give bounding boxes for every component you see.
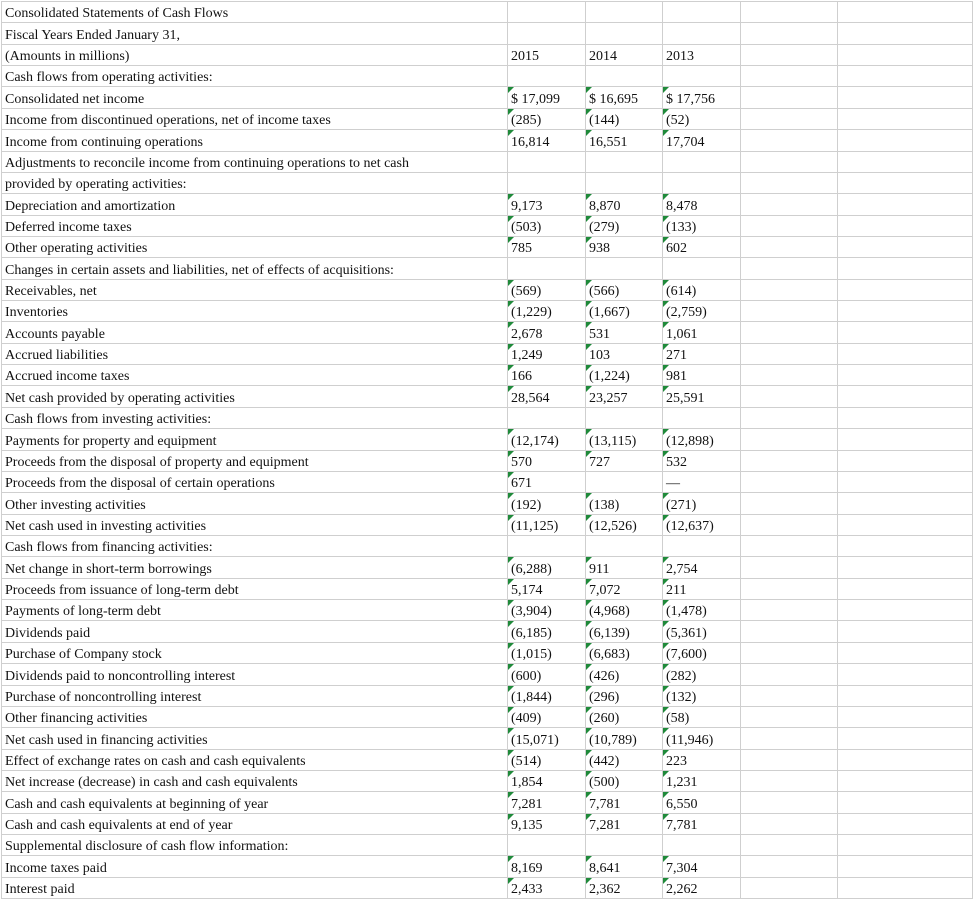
units-label[interactable]: (Amounts in millions) <box>2 44 508 65</box>
value-cell-2014[interactable]: (426) <box>586 664 663 685</box>
empty-cell[interactable] <box>838 877 973 898</box>
row-label[interactable]: Income taxes paid <box>2 856 508 877</box>
value-cell-2013[interactable]: 7,781 <box>663 813 741 834</box>
fiscal-period-label[interactable]: Fiscal Years Ended January 31, <box>2 23 508 44</box>
row-label[interactable]: Cash and cash equivalents at beginning of year <box>2 792 508 813</box>
value-cell-2014[interactable]: 531 <box>586 322 663 343</box>
value-cell-2015[interactable]: (15,071) <box>508 728 586 749</box>
value-cell-2014[interactable] <box>586 66 663 87</box>
year-header-2015[interactable]: 2015 <box>508 44 586 65</box>
value-cell-2013[interactable]: (58) <box>663 706 741 727</box>
value-cell-2013[interactable]: (11,946) <box>663 728 741 749</box>
row-label[interactable]: Accrued income taxes <box>2 365 508 386</box>
empty-cell[interactable] <box>741 728 838 749</box>
row-label[interactable]: Inventories <box>2 301 508 322</box>
value-cell-2014[interactable] <box>586 535 663 556</box>
empty-cell[interactable] <box>741 514 838 535</box>
table-row <box>2 856 973 877</box>
value-cell-2014[interactable]: (279) <box>586 215 663 236</box>
value-cell-2015[interactable]: (600) <box>508 664 586 685</box>
value-cell-2014[interactable]: (260) <box>586 706 663 727</box>
empty-cell[interactable] <box>838 706 973 727</box>
value-cell-2014[interactable]: (6,139) <box>586 621 663 642</box>
row-label[interactable]: Net cash used in investing activities <box>2 514 508 535</box>
value-cell-2015[interactable]: 1,854 <box>508 770 586 791</box>
table-row <box>2 792 973 813</box>
empty-cell[interactable] <box>838 130 973 151</box>
value-cell-2013[interactable]: (282) <box>663 664 741 685</box>
value-cell-2013[interactable] <box>663 535 741 556</box>
value-cell-2014[interactable] <box>586 835 663 856</box>
value-cell-2013[interactable] <box>663 151 741 172</box>
empty-cell[interactable] <box>741 600 838 621</box>
value-cell-2013[interactable]: 1,061 <box>663 322 741 343</box>
period-row <box>2 23 973 44</box>
value-cell-2015[interactable]: 166 <box>508 365 586 386</box>
empty-cell[interactable] <box>838 578 973 599</box>
empty-cell[interactable] <box>838 514 973 535</box>
value-cell-2015[interactable]: 7,281 <box>508 792 586 813</box>
value-cell-2013[interactable]: (614) <box>663 279 741 300</box>
table-row <box>2 557 973 578</box>
empty-cell[interactable] <box>741 108 838 129</box>
empty-cell[interactable] <box>741 87 838 108</box>
value-cell-2015[interactable]: 5,174 <box>508 578 586 599</box>
empty-cell[interactable] <box>838 301 973 322</box>
value-cell-2013[interactable]: — <box>663 471 741 492</box>
value-cell-2013[interactable]: (271) <box>663 493 741 514</box>
value-cell-2013[interactable] <box>663 172 741 193</box>
row-label[interactable]: Cash and cash equivalents at end of year <box>2 813 508 834</box>
value-cell-2015[interactable]: (192) <box>508 493 586 514</box>
value-cell-2013[interactable]: 211 <box>663 578 741 599</box>
value-cell-2013[interactable]: (132) <box>663 685 741 706</box>
value-cell-2013[interactable]: $ 17,756 <box>663 87 741 108</box>
value-cell-2014[interactable]: 7,781 <box>586 792 663 813</box>
value-cell-2015[interactable]: 16,814 <box>508 130 586 151</box>
value-cell-2014[interactable]: 2,362 <box>586 877 663 898</box>
empty-cell[interactable] <box>741 685 838 706</box>
row-label[interactable]: Accounts payable <box>2 322 508 343</box>
table-row <box>2 642 973 663</box>
value-cell-2014[interactable]: 8,870 <box>586 194 663 215</box>
row-label[interactable]: Payments for property and equipment <box>2 429 508 450</box>
empty-cell[interactable] <box>663 2 741 23</box>
value-cell-2014[interactable]: (296) <box>586 685 663 706</box>
table-row <box>2 407 973 428</box>
empty-cell[interactable] <box>741 877 838 898</box>
empty-cell[interactable] <box>838 450 973 471</box>
row-label[interactable]: Net cash provided by operating activities <box>2 386 508 407</box>
empty-cell[interactable] <box>741 23 838 44</box>
empty-cell[interactable] <box>741 365 838 386</box>
value-cell-2015[interactable] <box>508 66 586 87</box>
empty-cell[interactable] <box>838 493 973 514</box>
value-cell-2015[interactable] <box>508 835 586 856</box>
value-cell-2013[interactable]: 7,304 <box>663 856 741 877</box>
empty-cell[interactable] <box>741 578 838 599</box>
empty-cell[interactable] <box>741 279 838 300</box>
value-cell-2015[interactable]: (11,125) <box>508 514 586 535</box>
empty-cell[interactable] <box>838 236 973 257</box>
table-row <box>2 130 973 151</box>
value-cell-2014[interactable]: (138) <box>586 493 663 514</box>
table-row <box>2 578 973 599</box>
table-row <box>2 258 973 279</box>
value-cell-2014[interactable]: (1,224) <box>586 365 663 386</box>
value-cell-2014[interactable]: (4,968) <box>586 600 663 621</box>
table-row <box>2 365 973 386</box>
empty-cell[interactable] <box>741 429 838 450</box>
value-cell-2015[interactable] <box>508 172 586 193</box>
empty-cell[interactable] <box>741 130 838 151</box>
table-row <box>2 728 973 749</box>
row-label[interactable]: Proceeds from the disposal of certain operations <box>2 471 508 492</box>
empty-cell[interactable] <box>741 2 838 23</box>
empty-cell[interactable] <box>741 66 838 87</box>
empty-cell[interactable] <box>838 642 973 663</box>
value-cell-2015[interactable]: (514) <box>508 749 586 770</box>
value-cell-2014[interactable] <box>586 172 663 193</box>
empty-cell[interactable] <box>838 600 973 621</box>
row-label[interactable]: Consolidated net income <box>2 87 508 108</box>
empty-cell[interactable] <box>741 813 838 834</box>
value-cell-2015[interactable]: 2,433 <box>508 877 586 898</box>
table-row <box>2 877 973 898</box>
value-cell-2015[interactable] <box>508 407 586 428</box>
table-row <box>2 322 973 343</box>
empty-cell[interactable] <box>838 2 973 23</box>
empty-cell[interactable] <box>838 685 973 706</box>
empty-cell[interactable] <box>838 429 973 450</box>
value-cell-2015[interactable]: (285) <box>508 108 586 129</box>
table-row <box>2 108 973 129</box>
row-label[interactable]: Net change in short-term borrowings <box>2 557 508 578</box>
row-label[interactable]: Effect of exchange rates on cash and cash equivalents <box>2 749 508 770</box>
row-label[interactable]: Net increase (decrease) in cash and cash equivalents <box>2 770 508 791</box>
empty-cell[interactable] <box>838 792 973 813</box>
value-cell-2015[interactable]: (503) <box>508 215 586 236</box>
value-cell-2014[interactable] <box>586 471 663 492</box>
empty-cell[interactable] <box>838 108 973 129</box>
table-row <box>2 386 973 407</box>
row-label[interactable]: Adjustments to reconcile income from continuing operations to net cash <box>2 151 508 172</box>
value-cell-2013[interactable]: (12,637) <box>663 514 741 535</box>
empty-cell[interactable] <box>741 664 838 685</box>
empty-cell[interactable] <box>741 301 838 322</box>
empty-cell[interactable] <box>741 194 838 215</box>
empty-cell[interactable] <box>741 471 838 492</box>
row-label[interactable]: Cash flows from financing activities: <box>2 535 508 556</box>
table-row <box>2 343 973 364</box>
value-cell-2015[interactable] <box>508 151 586 172</box>
value-cell-2015[interactable]: (1,229) <box>508 301 586 322</box>
value-cell-2013[interactable] <box>663 258 741 279</box>
value-cell-2015[interactable]: 1,249 <box>508 343 586 364</box>
row-label[interactable]: Interest paid <box>2 877 508 898</box>
value-cell-2014[interactable]: (6,683) <box>586 642 663 663</box>
statement-title[interactable]: Consolidated Statements of Cash Flows <box>2 2 508 23</box>
row-label[interactable]: Income from discontinued operations, net of income taxes <box>2 108 508 129</box>
value-cell-2015[interactable]: (3,904) <box>508 600 586 621</box>
table-row <box>2 215 973 236</box>
table-row <box>2 429 973 450</box>
row-label[interactable]: Proceeds from issuance of long-term debt <box>2 578 508 599</box>
value-cell-2014[interactable]: 103 <box>586 343 663 364</box>
empty-cell[interactable] <box>838 66 973 87</box>
value-cell-2015[interactable]: 8,169 <box>508 856 586 877</box>
empty-cell[interactable] <box>508 2 586 23</box>
table-row <box>2 471 973 492</box>
empty-cell[interactable] <box>741 835 838 856</box>
value-cell-2014[interactable]: 911 <box>586 557 663 578</box>
empty-cell[interactable] <box>741 236 838 257</box>
table-row <box>2 749 973 770</box>
table-row <box>2 450 973 471</box>
table-row <box>2 621 973 642</box>
empty-cell[interactable] <box>838 215 973 236</box>
row-label[interactable]: Income from continuing operations <box>2 130 508 151</box>
value-cell-2013[interactable]: 602 <box>663 236 741 257</box>
table-row <box>2 66 973 87</box>
empty-cell[interactable] <box>838 770 973 791</box>
row-label[interactable]: provided by operating activities: <box>2 172 508 193</box>
row-label[interactable]: Deferred income taxes <box>2 215 508 236</box>
empty-cell[interactable] <box>741 343 838 364</box>
empty-cell[interactable] <box>838 172 973 193</box>
value-cell-2013[interactable] <box>663 66 741 87</box>
empty-cell[interactable] <box>741 856 838 877</box>
empty-cell[interactable] <box>838 194 973 215</box>
empty-cell[interactable] <box>838 407 973 428</box>
value-cell-2013[interactable]: (12,898) <box>663 429 741 450</box>
row-label[interactable]: Payments of long-term debt <box>2 600 508 621</box>
table-row <box>2 493 973 514</box>
table-row <box>2 172 973 193</box>
empty-cell[interactable] <box>838 813 973 834</box>
table-row <box>2 87 973 108</box>
table-row <box>2 685 973 706</box>
value-cell-2015[interactable]: (6,288) <box>508 557 586 578</box>
value-cell-2015[interactable]: (569) <box>508 279 586 300</box>
table-row <box>2 770 973 791</box>
empty-cell[interactable] <box>741 215 838 236</box>
empty-cell[interactable] <box>838 728 973 749</box>
value-cell-2014[interactable]: (500) <box>586 770 663 791</box>
table-row <box>2 514 973 535</box>
value-cell-2015[interactable]: (1,844) <box>508 685 586 706</box>
empty-cell[interactable] <box>838 535 973 556</box>
empty-cell[interactable] <box>741 770 838 791</box>
table-row <box>2 151 973 172</box>
value-cell-2013[interactable]: (133) <box>663 215 741 236</box>
value-cell-2013[interactable]: 981 <box>663 365 741 386</box>
value-cell-2013[interactable] <box>663 835 741 856</box>
cash-flow-spreadsheet <box>1 1 973 899</box>
row-label[interactable]: Purchase of noncontrolling interest <box>2 685 508 706</box>
value-cell-2014[interactable]: 727 <box>586 450 663 471</box>
row-label[interactable]: Depreciation and amortization <box>2 194 508 215</box>
value-cell-2014[interactable]: (442) <box>586 749 663 770</box>
table-row <box>2 835 973 856</box>
empty-cell[interactable] <box>838 279 973 300</box>
table-row <box>2 664 973 685</box>
title-row <box>2 2 973 23</box>
empty-cell[interactable] <box>663 23 741 44</box>
value-cell-2014[interactable]: (10,789) <box>586 728 663 749</box>
row-label[interactable]: Other financing activities <box>2 706 508 727</box>
value-cell-2014[interactable]: (12,526) <box>586 514 663 535</box>
value-cell-2013[interactable]: (1,478) <box>663 600 741 621</box>
value-cell-2015[interactable]: 2,678 <box>508 322 586 343</box>
empty-cell[interactable] <box>741 535 838 556</box>
empty-cell[interactable] <box>741 322 838 343</box>
empty-cell[interactable] <box>741 642 838 663</box>
value-cell-2015[interactable]: 9,173 <box>508 194 586 215</box>
value-cell-2013[interactable]: 532 <box>663 450 741 471</box>
empty-cell[interactable] <box>838 151 973 172</box>
value-cell-2013[interactable]: 2,262 <box>663 877 741 898</box>
table-row <box>2 279 973 300</box>
value-cell-2014[interactable]: 7,281 <box>586 813 663 834</box>
empty-cell[interactable] <box>741 450 838 471</box>
value-cell-2013[interactable]: 271 <box>663 343 741 364</box>
value-cell-2013[interactable]: (2,759) <box>663 301 741 322</box>
row-label[interactable]: Changes in certain assets and liabilities, net of effects of acquisitions: <box>2 258 508 279</box>
empty-cell[interactable] <box>838 856 973 877</box>
table-row <box>2 301 973 322</box>
row-label[interactable]: Cash flows from operating activities: <box>2 66 508 87</box>
row-label[interactable]: Cash flows from investing activities: <box>2 407 508 428</box>
value-cell-2013[interactable] <box>663 407 741 428</box>
value-cell-2015[interactable]: $ 17,099 <box>508 87 586 108</box>
value-cell-2013[interactable]: 6,550 <box>663 792 741 813</box>
empty-cell[interactable] <box>838 621 973 642</box>
year-header-2014[interactable]: 2014 <box>586 44 663 65</box>
empty-cell[interactable] <box>838 343 973 364</box>
value-cell-2013[interactable]: 25,591 <box>663 386 741 407</box>
empty-cell[interactable] <box>586 2 663 23</box>
value-cell-2015[interactable] <box>508 535 586 556</box>
value-cell-2015[interactable]: 9,135 <box>508 813 586 834</box>
value-cell-2014[interactable] <box>586 258 663 279</box>
value-cell-2015[interactable] <box>508 258 586 279</box>
empty-cell[interactable] <box>838 749 973 770</box>
empty-cell[interactable] <box>838 557 973 578</box>
row-label[interactable]: Other operating activities <box>2 236 508 257</box>
row-label[interactable]: Other investing activities <box>2 493 508 514</box>
row-label[interactable]: Purchase of Company stock <box>2 642 508 663</box>
row-label[interactable]: Net cash used in financing activities <box>2 728 508 749</box>
year-header-2013[interactable]: 2013 <box>663 44 741 65</box>
empty-cell[interactable] <box>741 258 838 279</box>
empty-cell[interactable] <box>838 365 973 386</box>
row-label[interactable]: Accrued liabilities <box>2 343 508 364</box>
empty-cell[interactable] <box>741 386 838 407</box>
empty-cell[interactable] <box>741 172 838 193</box>
row-label[interactable]: Proceeds from the disposal of property and equipment <box>2 450 508 471</box>
empty-cell[interactable] <box>838 23 973 44</box>
value-cell-2015[interactable]: (6,185) <box>508 621 586 642</box>
value-cell-2014[interactable]: 7,072 <box>586 578 663 599</box>
empty-cell[interactable] <box>838 258 973 279</box>
value-cell-2013[interactable]: (52) <box>663 108 741 129</box>
value-cell-2014[interactable]: 8,641 <box>586 856 663 877</box>
empty-cell[interactable] <box>741 557 838 578</box>
value-cell-2014[interactable] <box>586 407 663 428</box>
value-cell-2014[interactable]: (144) <box>586 108 663 129</box>
value-cell-2014[interactable]: (1,667) <box>586 301 663 322</box>
empty-cell[interactable] <box>741 44 838 65</box>
value-cell-2014[interactable]: 23,257 <box>586 386 663 407</box>
empty-cell[interactable] <box>508 23 586 44</box>
empty-cell[interactable] <box>838 44 973 65</box>
value-cell-2013[interactable]: (5,361) <box>663 621 741 642</box>
value-cell-2013[interactable]: 2,754 <box>663 557 741 578</box>
value-cell-2015[interactable]: 570 <box>508 450 586 471</box>
table-row <box>2 600 973 621</box>
value-cell-2013[interactable]: 223 <box>663 749 741 770</box>
empty-cell[interactable] <box>741 706 838 727</box>
empty-cell[interactable] <box>838 664 973 685</box>
value-cell-2014[interactable]: $ 16,695 <box>586 87 663 108</box>
value-cell-2015[interactable]: 785 <box>508 236 586 257</box>
empty-cell[interactable] <box>838 322 973 343</box>
empty-cell[interactable] <box>741 621 838 642</box>
table-row <box>2 813 973 834</box>
value-cell-2013[interactable]: 17,704 <box>663 130 741 151</box>
empty-cell[interactable] <box>838 471 973 492</box>
row-label[interactable]: Receivables, net <box>2 279 508 300</box>
value-cell-2013[interactable]: 1,231 <box>663 770 741 791</box>
empty-cell[interactable] <box>586 23 663 44</box>
value-cell-2014[interactable]: 938 <box>586 236 663 257</box>
table-row <box>2 535 973 556</box>
value-cell-2015[interactable]: (12,174) <box>508 429 586 450</box>
row-label[interactable]: Dividends paid <box>2 621 508 642</box>
row-label[interactable]: Dividends paid to noncontrolling interest <box>2 664 508 685</box>
empty-cell[interactable] <box>741 407 838 428</box>
table-row <box>2 706 973 727</box>
empty-cell[interactable] <box>741 749 838 770</box>
value-cell-2013[interactable]: (7,600) <box>663 642 741 663</box>
value-cell-2013[interactable]: 8,478 <box>663 194 741 215</box>
value-cell-2014[interactable] <box>586 151 663 172</box>
row-label[interactable]: Supplemental disclosure of cash flow information: <box>2 835 508 856</box>
value-cell-2015[interactable]: (409) <box>508 706 586 727</box>
empty-cell[interactable] <box>838 835 973 856</box>
year-header-row <box>2 44 973 65</box>
empty-cell[interactable] <box>838 87 973 108</box>
empty-cell[interactable] <box>741 792 838 813</box>
value-cell-2015[interactable]: (1,015) <box>508 642 586 663</box>
table-row <box>2 194 973 215</box>
value-cell-2014[interactable]: (566) <box>586 279 663 300</box>
value-cell-2015[interactable]: 671 <box>508 471 586 492</box>
value-cell-2014[interactable]: 16,551 <box>586 130 663 151</box>
empty-cell[interactable] <box>741 151 838 172</box>
empty-cell[interactable] <box>838 386 973 407</box>
table-row <box>2 236 973 257</box>
value-cell-2014[interactable]: (13,115) <box>586 429 663 450</box>
value-cell-2015[interactable]: 28,564 <box>508 386 586 407</box>
empty-cell[interactable] <box>741 493 838 514</box>
